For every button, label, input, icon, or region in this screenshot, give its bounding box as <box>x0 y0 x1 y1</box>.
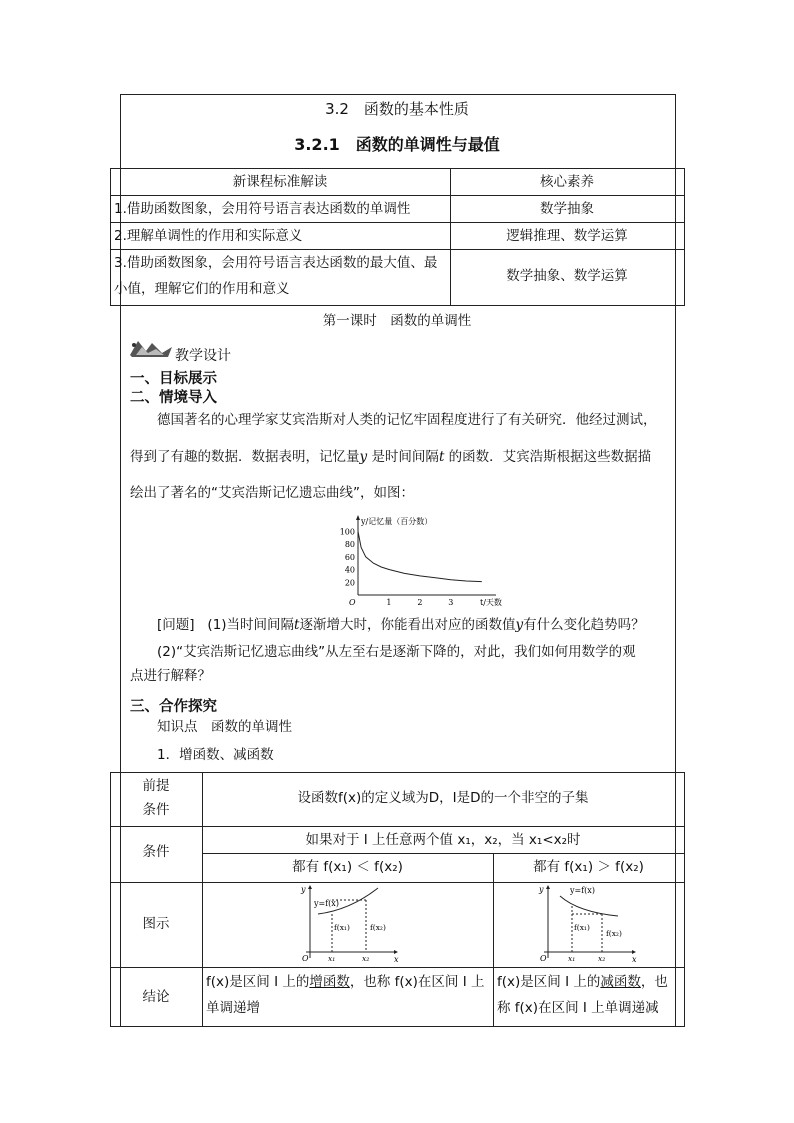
item-1: 1．增函数、减函数 <box>157 747 274 763</box>
question-2-line1: (2)“艾宾浩斯记忆遗忘曲线”从左至右是逐渐下降的，对此，我们如何用数学的观 <box>157 644 636 660</box>
condition-text: 如果对于 I 上任意两个值 x₁，x₂，当 x₁<x₂时 <box>305 832 581 848</box>
origin-label: O <box>349 598 356 607</box>
dec-func-label: y=f(x) <box>570 886 595 895</box>
dec-x1-label: x₁ <box>568 954 576 963</box>
var-y: y <box>359 449 368 465</box>
question-1: [问题] (1)当时间间隔t逐渐增大时，你能看出对应的函数值y有什么变化趋势吗？ <box>157 617 645 633</box>
increasing-function-graph <box>300 884 400 964</box>
dec-x-axis-label: x <box>632 955 637 964</box>
decreasing-function-graph <box>538 884 638 964</box>
standard-row-3-line2: 小值，理解它们的作用和意义 <box>114 281 290 297</box>
standard-row-2: 2.理解单调性的作用和实际意义 <box>114 228 303 244</box>
dec-fx1-label: f(x₁) <box>574 923 590 932</box>
standards-header: 新课程标准解读 <box>232 174 328 190</box>
conclusion-label: 结论 <box>142 989 170 1005</box>
knowledge-point: 知识点 函数的单调性 <box>157 719 292 735</box>
dec-origin-label: O <box>540 954 547 963</box>
inc-origin-label: O <box>302 954 309 963</box>
y-tick-label: 40 <box>344 565 355 575</box>
section-heading-2: 二、情境导入 <box>130 390 217 406</box>
intro-line-1: 德国著名的心理学家艾宾浩斯对人类的记忆牢固程度进行了有关研究．他经过测试， <box>157 412 657 428</box>
literacy-row-1: 数学抽象 <box>540 201 594 217</box>
inc-fx2-label: f(x₂) <box>370 923 386 932</box>
inc-x2-label: x₂ <box>362 954 370 963</box>
standard-row-1: 1.借助函数图象，会用符号语言表达函数的单调性 <box>114 201 411 217</box>
premise-label-1: 前提 <box>142 778 170 794</box>
graph-label: 图示 <box>142 916 170 932</box>
dec-function-term: 减函数 <box>600 974 641 990</box>
var-t: t <box>438 449 445 465</box>
inc-fx1-label: f(x₁) <box>334 923 350 932</box>
x-tick-label: 1 <box>386 598 392 607</box>
y-tick-label: 100 <box>339 527 355 537</box>
design-label: 教学设计 <box>175 348 231 364</box>
teaching-design-icon <box>128 337 174 359</box>
inc-conclusion-line1: f(x)是区间 I 上的增函数，也称 f(x)在区间 I 上 <box>206 974 485 990</box>
inc-function-term: 增函数 <box>309 974 350 990</box>
y-axis-arrow <box>356 515 360 520</box>
literacy-header: 核心素养 <box>540 174 594 190</box>
dec-conclusion-line2: 称 f(x)在区间 I 上单调递减 <box>497 1000 659 1016</box>
inc-x1-label: x₁ <box>328 954 336 963</box>
forgetting-curve-line <box>358 531 482 581</box>
subsection-title: 3.2.1 函数的单调性与最值 <box>294 135 500 154</box>
forgetting-curve-chart <box>328 513 502 608</box>
literacy-row-2: 逻辑推理、数学运算 <box>506 228 628 244</box>
dec-fx2-label: f(x₂) <box>606 929 622 938</box>
intro-line-3: 绘出了著名的“艾宾浩斯记忆遗忘曲线”，如图： <box>130 485 414 501</box>
intro-line-2: 得到了有趣的数据．数据表明，记忆量y 是时间间隔t 的函数．艾宾浩斯根据这些数据描 <box>130 449 652 465</box>
y-axis-label: y/记忆量（百分数） <box>361 517 433 526</box>
condition-label: 条件 <box>142 844 170 860</box>
dec-conclusion-line1: f(x)是区间 I 上的减函数，也 <box>497 974 668 990</box>
x-tick-label: 2 <box>417 598 423 607</box>
inc-y-axis-label: y <box>301 885 306 894</box>
premise-label-2: 条件 <box>142 802 170 818</box>
standard-row-3-line1: 3.借助函数图象，会用符号语言表达函数的最大值、最 <box>114 255 438 271</box>
y-tick-label: 80 <box>344 540 355 550</box>
lesson-title: 第一课时 函数的单调性 <box>322 313 472 329</box>
x-axis-label: t/天数 <box>480 598 502 607</box>
question-label: [问题] <box>157 617 195 633</box>
inc-conclusion-line2: 单调递增 <box>206 1000 260 1016</box>
dec-condition: 都有 f(x₁) ＞ f(x₂) <box>533 859 644 875</box>
literacy-row-3: 数学抽象、数学运算 <box>506 268 628 284</box>
section-heading-3: 三、合作探究 <box>130 699 217 715</box>
dec-y-axis-label: y <box>539 885 544 894</box>
inc-x-axis-label: x <box>394 955 399 964</box>
y-tick-label: 60 <box>344 552 355 562</box>
section-heading-1: 一、目标展示 <box>130 371 217 387</box>
y-tick-label: 20 <box>344 578 355 588</box>
dec-x2-label: x₂ <box>598 954 606 963</box>
inc-func-label: y=f(x) <box>314 899 339 908</box>
question-2-line2: 点进行解释？ <box>130 668 211 684</box>
x-tick-label: 3 <box>448 598 454 607</box>
section-title: 3.2 函数的基本性质 <box>325 100 469 118</box>
inc-condition: 都有 f(x₁) ＜ f(x₂) <box>292 859 403 875</box>
premise-text: 设函数f(x)的定义域为D，I是D的一个非空的子集 <box>297 790 589 806</box>
